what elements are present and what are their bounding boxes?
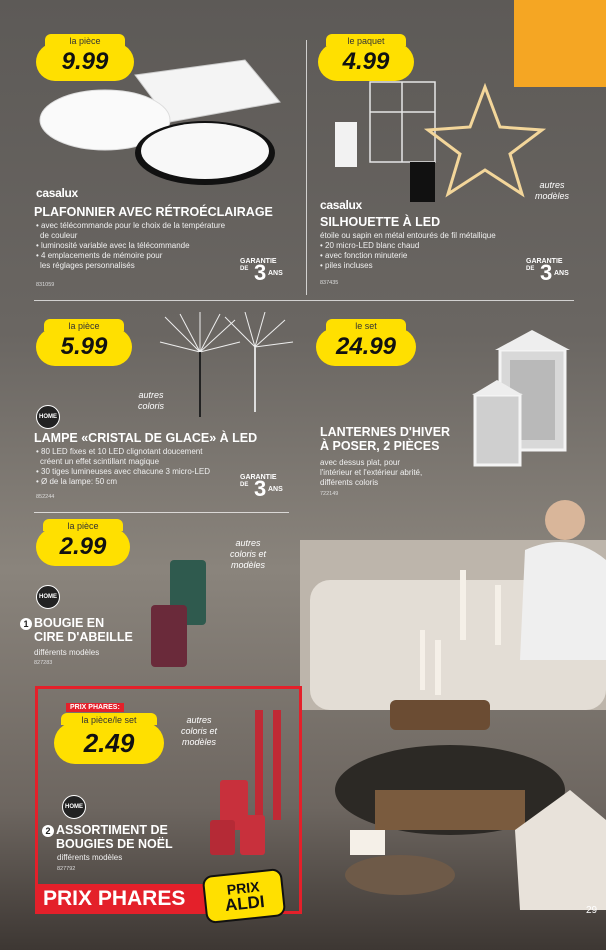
garantie-badge (526, 258, 574, 288)
garantie-badge (240, 258, 288, 288)
feature-item: avec dessus plat, pour (320, 458, 401, 467)
brand-casalux: casalux (320, 198, 362, 212)
garantie-de: DE (240, 266, 249, 272)
garantie-text: GARANTIE (240, 258, 277, 265)
article-code: 831059 (36, 282, 55, 288)
title-line: LANTERNES D'HIVER (320, 425, 451, 439)
article-code: 852244 (36, 494, 55, 500)
divider-horizontal-mid (34, 512, 289, 513)
price-tag-bougie (36, 521, 130, 566)
price-value: 5.99 (60, 333, 108, 360)
price-value: 9.99 (61, 48, 109, 75)
price-value: 24.99 (335, 333, 397, 360)
garantie-text: GARANTIE (240, 474, 277, 481)
beeswax-candles-image (148, 555, 218, 670)
feature-list (36, 221, 266, 271)
feature-list (36, 447, 266, 487)
garantie-badge (240, 474, 288, 504)
garantie-de: DE (526, 266, 535, 272)
note-other-colors-models: autres coloris et modèles (180, 715, 217, 747)
feature-item: • 30 tiges lumineuses avec chacune 3 micro-LED (36, 467, 210, 476)
garantie-text: GARANTIE (526, 258, 563, 265)
title-line: BOUGIES DE NOËL (56, 837, 173, 851)
title-line: À POSER, 2 PIÈCES (320, 439, 440, 453)
product-description: différents modèles (57, 853, 123, 862)
garantie-de: DE (240, 482, 249, 488)
note-other-colors-models: autres coloris et modèles (229, 538, 266, 570)
article-code: 722149 (320, 491, 339, 497)
price-value: 2.49 (83, 728, 135, 758)
garantie-years: 3 (254, 476, 267, 501)
crystal-lamp-image (155, 312, 295, 422)
feature-item: • luminosité variable avec la télécommande (36, 241, 190, 250)
article-code: 827792 (57, 866, 76, 872)
ceiling-lights-image (35, 50, 295, 185)
brand-casalux: casalux (36, 186, 78, 200)
feature-item: • avec fonction minuterie (320, 251, 408, 260)
product-title (20, 616, 150, 644)
note-other-colors: autres coloris (137, 390, 164, 411)
brand-home-logo: HOME (36, 585, 60, 609)
garantie-ans: ANS (554, 270, 569, 277)
price-value: 2.99 (59, 533, 107, 560)
product-description: différents modèles (34, 648, 100, 657)
title-text: BOUGIE EN (34, 616, 105, 630)
product-title (320, 425, 500, 453)
prix-phares-tag: PRIX PHARES: (66, 703, 124, 712)
title-text: ASSORTIMENT DE (56, 823, 168, 837)
price-label: le set (326, 319, 406, 331)
note-other-models: autres modèles (534, 180, 570, 201)
feature-item: de couleur (40, 231, 78, 240)
feature-item: les réglages personnalisés (40, 261, 135, 270)
garantie-ans: ANS (268, 270, 283, 277)
brand-home-logo: HOME (62, 795, 86, 819)
feature-item: • 20 micro-LED blanc chaud (320, 241, 420, 250)
feature-item: • 4 emplacements de mémoire pour (36, 251, 163, 260)
christmas-candles-image (205, 705, 295, 865)
page-number: 29 (586, 905, 598, 916)
prix-aldi-line: ALDI (224, 891, 266, 915)
feature-item: • 80 LED fixes et 10 LED clignotant doucement (36, 447, 203, 456)
price-tag-lanternes (316, 321, 416, 366)
feature-item: créent un effet scintillant magique (40, 457, 160, 466)
number-badge: 1 (20, 618, 32, 630)
title-line: CIRE D'ABEILLE (34, 630, 133, 644)
price-label: la pièce (43, 519, 123, 531)
feature-item: • avec télécommande pour le choix de la température (36, 221, 226, 230)
feature-item: différents coloris (320, 478, 379, 487)
garantie-years: 3 (254, 260, 267, 285)
garantie-ans: ANS (268, 486, 283, 493)
living-room-scene (300, 470, 606, 910)
price-label: la pièce (44, 319, 124, 331)
article-code: 837435 (320, 280, 339, 286)
price-label: la pièce (45, 34, 125, 46)
feature-item: • piles incluses (320, 261, 373, 270)
title-line (20, 616, 150, 630)
product-title: LAMPE «CRISTAL DE GLACE» À LED (34, 431, 258, 445)
price-label: le paquet (326, 34, 406, 46)
price-value: 4.99 (342, 48, 390, 75)
number-badge: 2 (42, 825, 54, 837)
price-tag-assortiment (54, 715, 164, 764)
brand-home-logo: HOME (36, 405, 60, 429)
prix-aldi-badge (202, 868, 287, 924)
prix-phares-banner: PRIX PHARES (35, 884, 231, 914)
garantie-years: 3 (540, 260, 553, 285)
article-code: 827283 (34, 660, 53, 666)
feature-item: l'intérieur et l'extérieur abrité, (320, 468, 423, 477)
product-title: PLAFONNIER AVEC RÉTROÉCLAIRAGE (34, 205, 273, 219)
feature-item: • Ø de la lampe: 50 cm (36, 477, 118, 486)
divider-horizontal-top (34, 300, 574, 301)
feature-list (320, 231, 560, 271)
price-tag-lampe (36, 321, 132, 366)
price-label: la pièce/le set (61, 713, 157, 725)
product-title: SILHOUETTE À LED (320, 215, 441, 229)
divider-vertical-top (306, 40, 307, 295)
title-line (42, 823, 192, 837)
feature-item: étoile ou sapin en métal entourés de fil métallique (320, 231, 496, 240)
prix-aldi-line: PRIX (226, 878, 261, 898)
product-title (42, 823, 192, 851)
